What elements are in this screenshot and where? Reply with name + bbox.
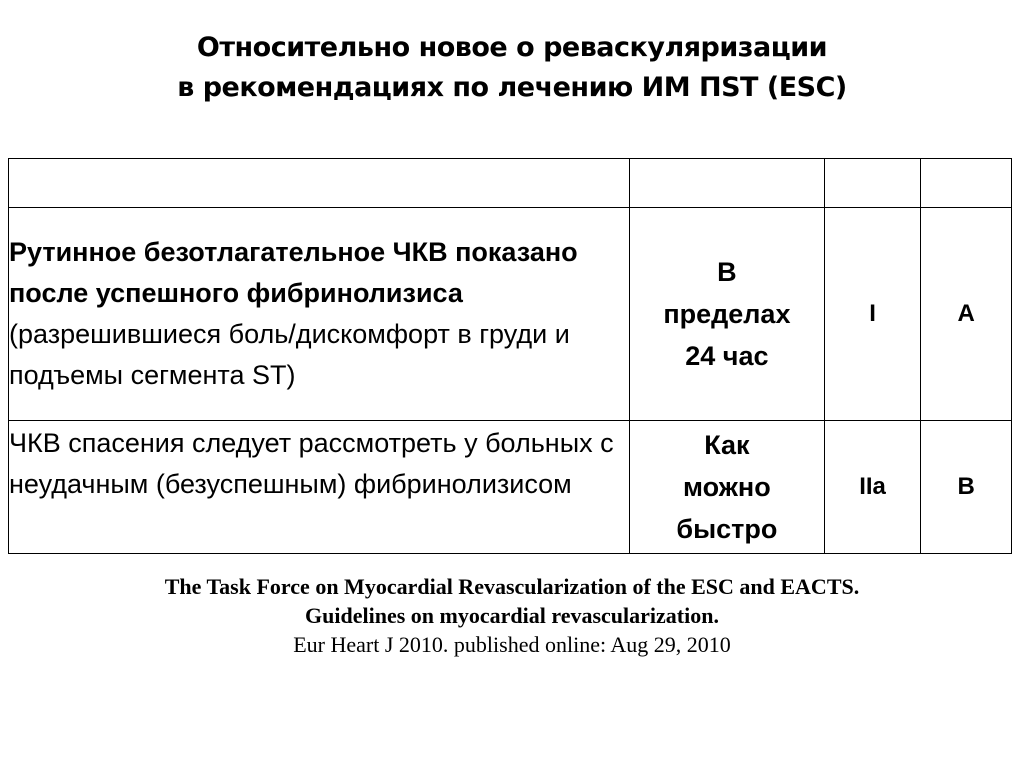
reference-citation: [0, 572, 1024, 659]
header-cell-recommendation: [9, 159, 630, 208]
timing-line-3: быстро: [676, 514, 778, 544]
slide-title-line-2: в рекомендациях по лечению ИМ ПST (ESC): [177, 72, 847, 103]
timing-cell: [630, 208, 825, 421]
timing-line-1: В: [717, 257, 737, 287]
reference-line-2: Guidelines on myocardial revascularization.: [305, 603, 719, 628]
reference-line-3: Eur Heart J 2010. published online: Aug 29, 2010: [293, 632, 731, 657]
level-cell: A: [921, 208, 1012, 421]
timing-line-2: можно: [683, 472, 771, 502]
recommendation-plain-text: (разрешившиеся боль/дискомфорт в груди и подъемы сегмента ST): [9, 319, 570, 390]
recommendation-plain-text: ЧКВ спасения следует рассмотреть у больных с неудачным (безуспешным) фибринолизисом: [9, 428, 614, 499]
table-row: [9, 421, 1012, 554]
header-cell-timing: [630, 159, 825, 208]
header-cell-class: [824, 159, 921, 208]
recommendation-cell: [9, 421, 630, 554]
level-cell: B: [921, 421, 1012, 554]
class-cell: IIa: [824, 421, 921, 554]
table-header-row: [9, 159, 1012, 208]
timing-line-1: Как: [704, 430, 750, 460]
class-cell: I: [824, 208, 921, 421]
slide-title: [0, 28, 1024, 108]
header-cell-level: [921, 159, 1012, 208]
slide-title-line-1: Относительно новое о реваскуляризации: [196, 32, 828, 63]
recommendation-cell: [9, 208, 630, 421]
table-row: [9, 208, 1012, 421]
timing-cell: [630, 421, 825, 554]
recommendations-table: [8, 158, 1012, 554]
timing-line-2: пределах: [663, 299, 791, 329]
timing-line-3: 24 час: [685, 341, 769, 371]
reference-line-1: The Task Force on Myocardial Revascularization of the ESC and EACTS.: [164, 574, 860, 599]
recommendation-bold-text: Рутинное безотлагательное ЧКВ показано после успешного фибринолизиса: [9, 237, 578, 308]
